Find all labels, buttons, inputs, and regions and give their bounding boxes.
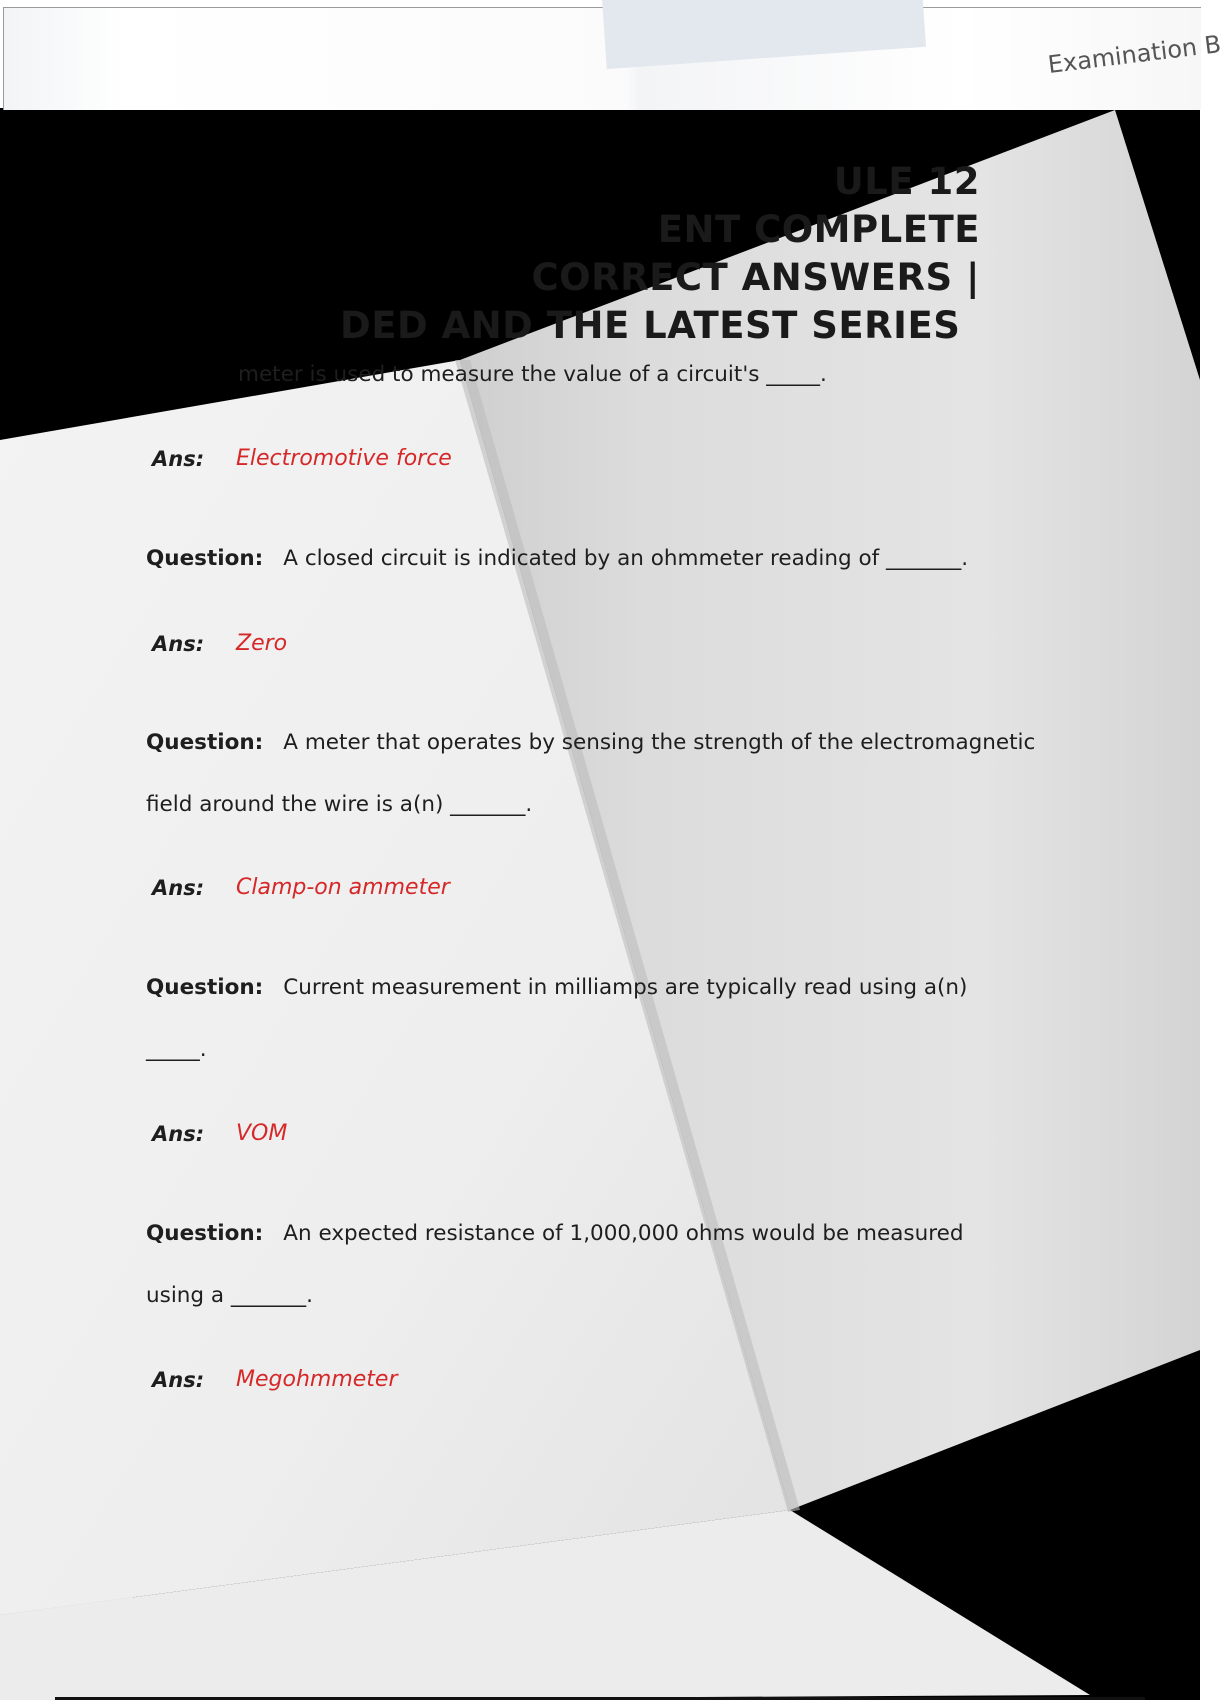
question-row <box>146 975 967 1000</box>
question-label: Question: <box>146 1221 264 1246</box>
question-text-continued: using a _______. <box>146 1283 314 1308</box>
answer-label: Ans: <box>152 632 205 656</box>
question-row <box>146 1221 963 1246</box>
question-text: A meter that operates by sensing the strength of the electromagnetic <box>283 730 1036 755</box>
question-text: meter is used to measure the value of a circuit's _____. <box>238 362 827 387</box>
question-label: Question: <box>146 730 264 755</box>
answer-label: Ans: <box>152 1122 205 1146</box>
question-text-continued: _____. <box>146 1037 207 1062</box>
title-line-3: CORRECT ANSWERS | <box>531 256 980 299</box>
title-line-1: ULE 12 <box>833 160 980 203</box>
title-line-2: ENT COMPLETE <box>657 208 980 251</box>
answer-label: Ans: <box>152 876 205 900</box>
answer-value: Clamp-on ammeter <box>236 875 450 900</box>
question-text: Current measurement in milliamps are typically read using a(n) <box>283 975 968 1000</box>
question-label: Question: <box>146 975 264 1000</box>
question-label: Question: <box>146 546 264 571</box>
question-row <box>146 546 968 571</box>
answer-value: Zero <box>236 631 288 656</box>
question-text: An expected resistance of 1,000,000 ohms would be measured <box>283 1221 964 1246</box>
answer-value: Electromotive force <box>236 446 452 471</box>
header-label: Examination B <box>1046 30 1222 80</box>
answer-value: VOM <box>236 1121 288 1146</box>
title-line-4: DED AND THE LATEST SERIES <box>340 304 961 347</box>
answer-label: Ans: <box>152 1368 205 1392</box>
question-row <box>146 730 1035 755</box>
answer-value: Megohmmeter <box>236 1367 398 1392</box>
question-text-continued: field around the wire is a(n) _______. <box>146 792 533 817</box>
question-text: A closed circuit is indicated by an ohmmeter reading of _______. <box>283 546 969 571</box>
answer-label: Ans: <box>152 447 205 471</box>
